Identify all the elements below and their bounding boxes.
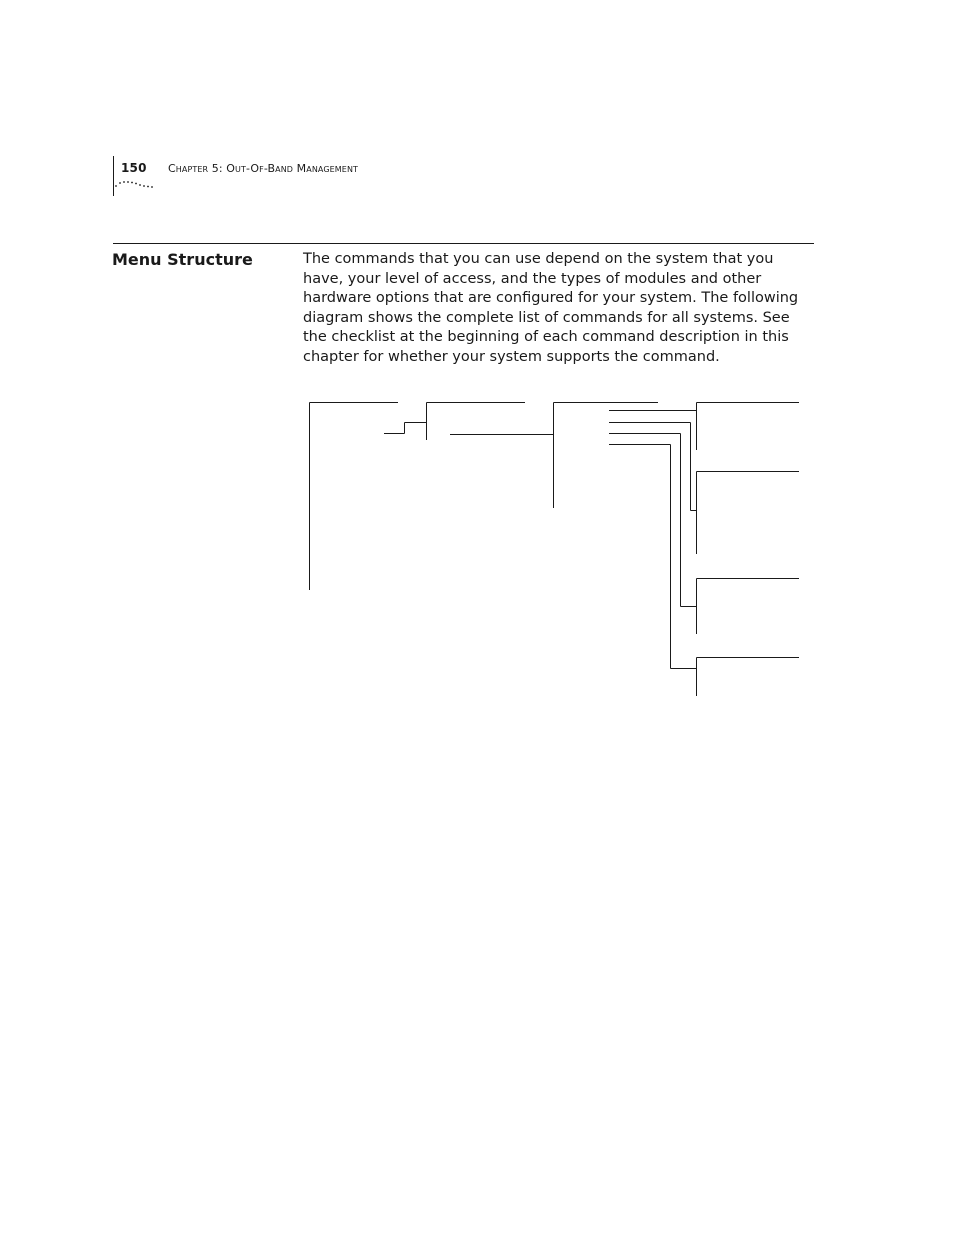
- chapter-title: Chapter 5: Out-Of-Band Management: [168, 162, 359, 175]
- section-heading: Menu Structure: [112, 250, 253, 269]
- page-number: 150: [121, 161, 147, 175]
- intro-paragraph: The commands that you can use depend on the system that you have, your level of access, and the types of modules and other hardware options that are configured for your system. The following diagram shows the complete list of commands for all systems. See the checklist at the beginning of each command description in this chapter for whether your system supports the command.: [303, 251, 799, 365]
